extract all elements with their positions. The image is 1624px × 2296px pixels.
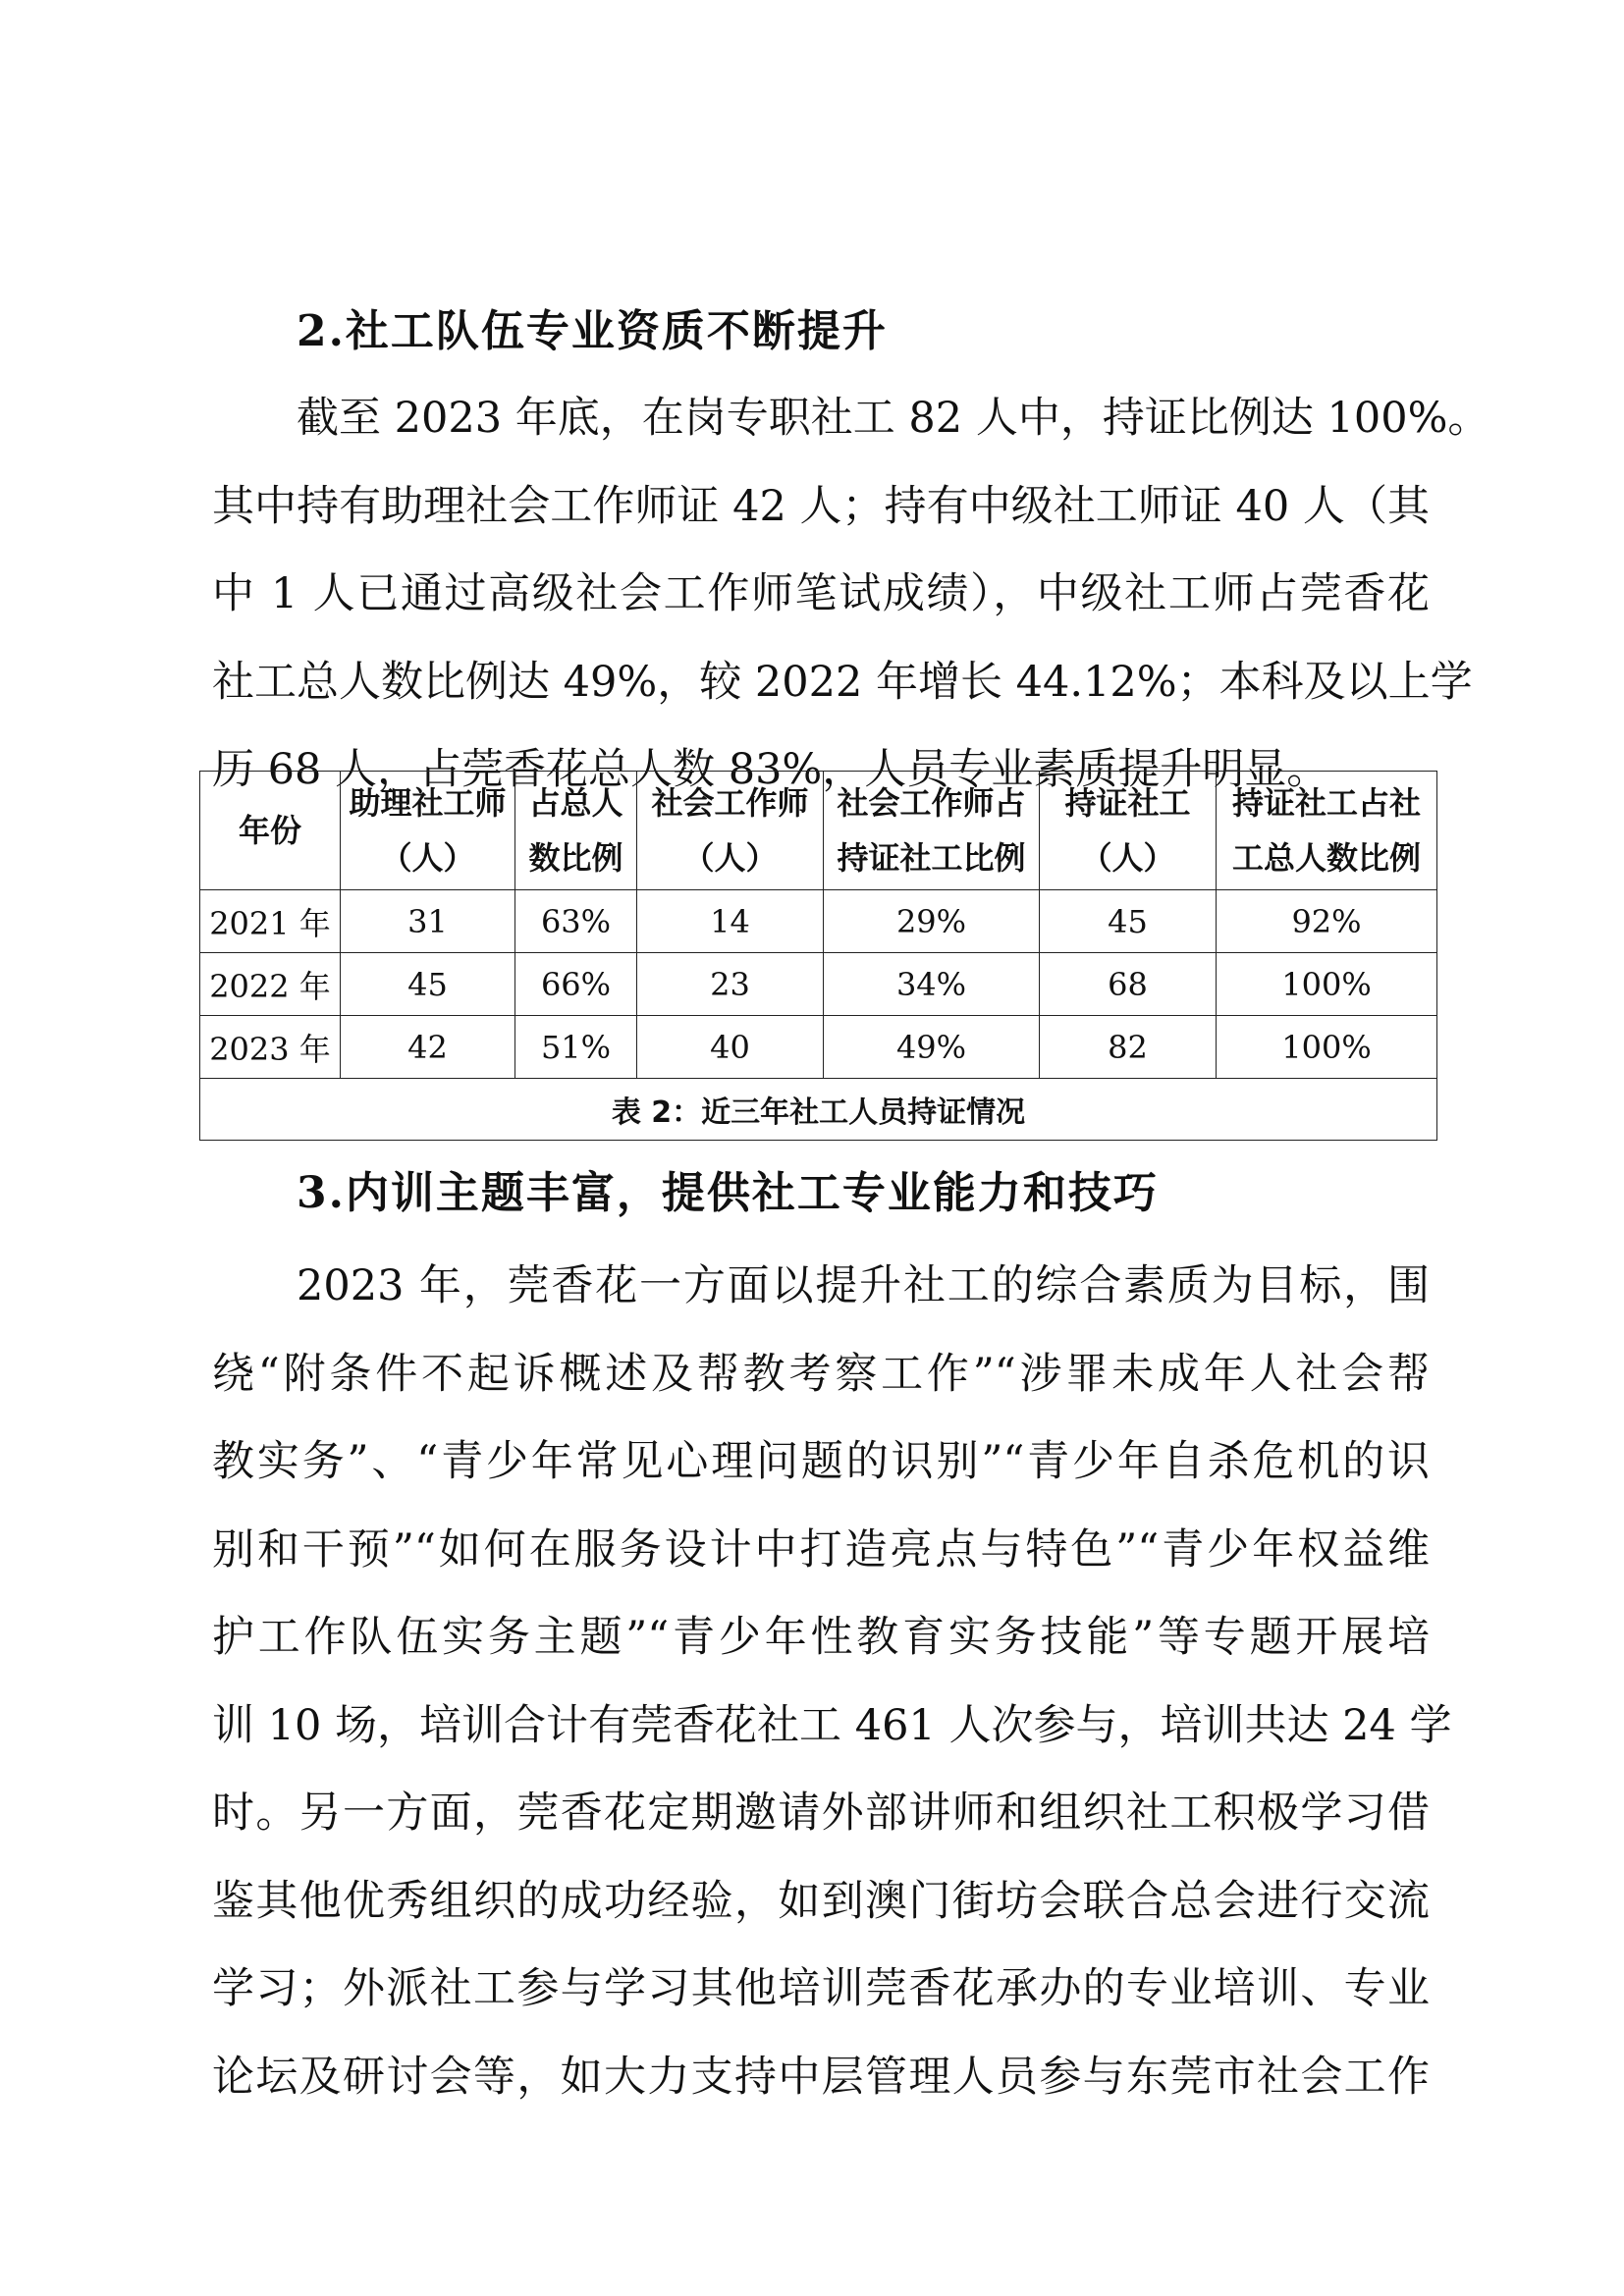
- paragraph-line: 社工总人数比例达 49%，较 2022 年增长 44.12%；本科及以上学: [212, 657, 1473, 707]
- section-2-paragraph: [212, 375, 1490, 815]
- paragraph-line: 护工作队伍实务主题”“青少年性教育实务技能”等专题开展培: [212, 1613, 1430, 1662]
- header-cell: 年份: [200, 772, 341, 890]
- paragraph-line: 鉴其他优秀组织的成功经验，如到澳门街坊会联合总会进行交流: [212, 1876, 1430, 1926]
- table-cell: 82: [1040, 1016, 1217, 1079]
- paragraph-line: 截至 2023 年底，在岗专职社工 82 人中，持证比例达 100%。: [297, 394, 1490, 443]
- table-cell: 45: [1040, 890, 1217, 953]
- header-cell: 持证社工 （人）: [1040, 772, 1217, 890]
- table-cell: 45: [341, 953, 515, 1016]
- table-cell: 66%: [515, 953, 637, 1016]
- paragraph-line: 论坛及研讨会等，如大力支持中层管理人员参与东莞市社会工作: [212, 2052, 1430, 2102]
- header-cell: 社会工作师 （人）: [637, 772, 824, 890]
- table-row: [200, 1016, 1437, 1079]
- header-cell: 社会工作师占 持证社工比例: [824, 772, 1040, 890]
- certification-table: [199, 771, 1437, 1141]
- table-cell: 42: [341, 1016, 515, 1079]
- section-3-heading: 3.内训主题丰富，提供社工专业能力和技巧: [297, 1168, 1159, 1218]
- table-row: [200, 890, 1437, 953]
- paragraph-line: 绕“附条件不起诉概述及帮教考察工作”“涉罪未成年人社会帮: [212, 1349, 1430, 1399]
- header-cell: 持证社工占社 工总人数比例: [1217, 772, 1437, 890]
- table-caption: 表 2：近三年社工人员持证情况: [200, 1079, 1437, 1141]
- paragraph-line: 其中持有助理社会工作师证 42 人；持有中级社工师证 40 人（其: [212, 481, 1430, 531]
- table-cell: 100%: [1217, 953, 1437, 1016]
- table-cell: 51%: [515, 1016, 637, 1079]
- table-cell: 31: [341, 890, 515, 953]
- paragraph-line: 学习；外派社工参与学习其他培训莞香花承办的专业培训、专业: [212, 1964, 1430, 2013]
- table-cell: 49%: [824, 1016, 1040, 1079]
- table-row: [200, 953, 1437, 1016]
- table-cell: 2022 年: [200, 953, 341, 1016]
- table-cell: 23: [637, 953, 824, 1016]
- paragraph-line: 别和干预”“如何在服务设计中打造亮点与特色”“青少年权益维: [212, 1524, 1430, 1575]
- paragraph-line: 训 10 场，培训合计有莞香花社工 461 人次参与，培训共达 24 学: [212, 1700, 1452, 1750]
- paragraph-line: 中 1 人已通过高级社会工作师笔试成绩），中级社工师占莞香花: [212, 569, 1430, 618]
- table-cell: 2021 年: [200, 890, 341, 953]
- table-cell: 92%: [1217, 890, 1437, 953]
- section-2-heading: 2.社工队伍专业资质不断提升: [297, 306, 888, 356]
- table-caption-row: [200, 1079, 1437, 1141]
- section-3-paragraph: [212, 1243, 1452, 2121]
- table-cell: 100%: [1217, 1016, 1437, 1079]
- paragraph-line: 教实务”、“青少年常见心理问题的识别”“青少年自杀危机的识: [212, 1437, 1430, 1486]
- table-cell: 29%: [824, 890, 1040, 953]
- table-cell: 68: [1040, 953, 1217, 1016]
- paragraph-line: 历 68 人，占莞香花总人数 83%，人员专业素质提升明显。: [212, 745, 1329, 794]
- table-cell: 40: [637, 1016, 824, 1079]
- table-header-row: [200, 772, 1437, 890]
- header-cell: 助理社工师 （人）: [341, 772, 515, 890]
- table-cell: 63%: [515, 890, 637, 953]
- table-cell: 14: [637, 890, 824, 953]
- table-cell: 2023 年: [200, 1016, 341, 1079]
- paragraph-line: 2023 年，莞香花一方面以提升社工的综合素质为目标，围: [297, 1261, 1430, 1310]
- paragraph-line: 时。另一方面，莞香花定期邀请外部讲师和组织社工积极学习借: [212, 1789, 1430, 1838]
- table-cell: 34%: [824, 953, 1040, 1016]
- header-cell: 占总人 数比例: [515, 772, 637, 890]
